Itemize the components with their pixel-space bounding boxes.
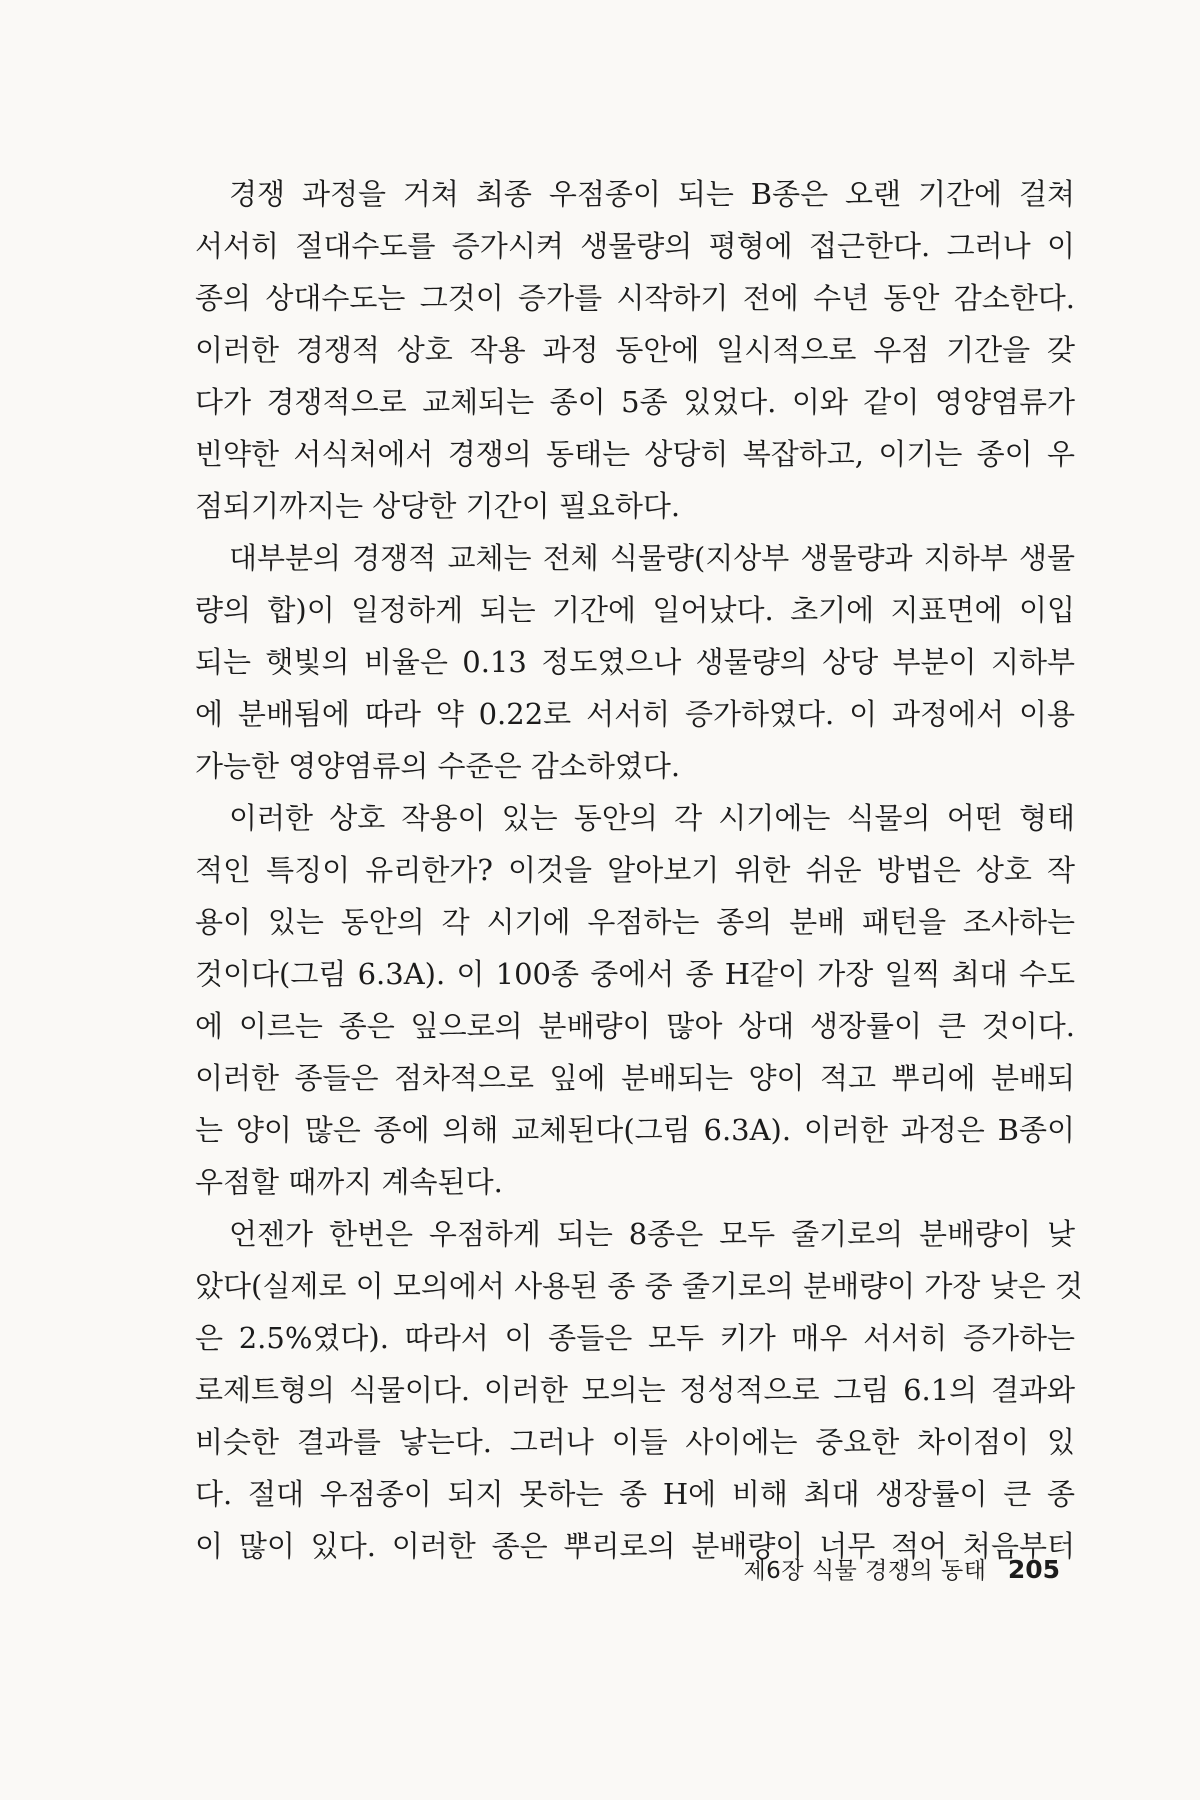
text-line: 량의 합)이 일정하게 되는 기간에 일어났다. 초기에 지표면에 이입: [195, 593, 1075, 627]
paragraph-3: [195, 792, 1075, 1208]
text-line: 종의 상대수도는 그것이 증가를 시작하기 전에 수년 동안 감소한다.: [195, 281, 1075, 315]
paragraph-2: [195, 532, 1075, 792]
text-line: 빈약한 서식처에서 경쟁의 동태는 상당히 복잡하고, 이기는 종이 우: [195, 437, 1075, 471]
text-line: 은 2.5%였다). 따라서 이 종들은 모두 키가 매우 서서히 증가하는: [195, 1321, 1075, 1355]
text-line: 에 이르는 종은 잎으로의 분배량이 많아 상대 생장률이 큰 것이다.: [195, 1009, 1075, 1043]
text-line: 것이다(그림 6.3A). 이 100종 중에서 종 H같이 가장 일찍 최대 수도: [195, 957, 1075, 991]
text-line: 점되기까지는 상당한 기간이 필요하다.: [195, 489, 681, 523]
text-line: 았다(실제로 이 모의에서 사용된 종 중 줄기로의 분배량이 가장 낮은 것: [195, 1269, 1083, 1303]
text-line: 이러한 상호 작용이 있는 동안의 각 시기에는 식물의 어떤 형태: [229, 801, 1075, 835]
page-number: 205: [1007, 1555, 1060, 1584]
text-line: 대부분의 경쟁적 교체는 전체 식물량(지상부 생물량과 지하부 생물: [229, 541, 1075, 575]
text-line: 가능한 영양염류의 수준은 감소하였다.: [195, 749, 681, 783]
text-line: 적인 특징이 유리한가? 이것을 알아보기 위한 쉬운 방법은 상호 작: [195, 853, 1075, 887]
text-line: 서서히 절대수도를 증가시켜 생물량의 평형에 접근한다. 그러나 이: [195, 229, 1075, 263]
text-line: 비슷한 결과를 낳는다. 그러나 이들 사이에는 중요한 차이점이 있: [195, 1425, 1075, 1459]
text-line: 우점할 때까지 계속된다.: [195, 1165, 503, 1199]
body-text: [195, 168, 1083, 1572]
paragraph-1: [195, 168, 1075, 532]
text-line: 되는 햇빛의 비율은 0.13 정도였으나 생물량의 상당 부분이 지하부: [195, 645, 1075, 679]
text-line: 에 분배됨에 따라 약 0.22로 서서히 증가하였다. 이 과정에서 이용: [195, 697, 1075, 731]
text-line: 이러한 종들은 점차적으로 잎에 분배되는 양이 적고 뿌리에 분배되: [195, 1061, 1075, 1095]
page-footer: [743, 1552, 1060, 1585]
text-line: 언젠가 한번은 우점하게 되는 8종은 모두 줄기로의 분배량이 낮: [229, 1217, 1075, 1251]
text-line: 다가 경쟁적으로 교체되는 종이 5종 있었다. 이와 같이 영양염류가: [195, 385, 1075, 419]
text-line: 이러한 경쟁적 상호 작용 과정 동안에 일시적으로 우점 기간을 갖: [195, 333, 1075, 367]
text-line: 는 양이 많은 종에 의해 교체된다(그림 6.3A). 이러한 과정은 B종이: [195, 1113, 1075, 1147]
text-line: 경쟁 과정을 거쳐 최종 우점종이 되는 B종은 오랜 기간에 걸쳐: [229, 177, 1075, 211]
text-line: 로제트형의 식물이다. 이러한 모의는 정성적으로 그림 6.1의 결과와: [195, 1373, 1075, 1407]
text-line: 용이 있는 동안의 각 시기에 우점하는 종의 분배 패턴을 조사하는: [195, 905, 1075, 939]
running-chapter-title: 제6장 식물 경쟁의 동태: [743, 1558, 987, 1584]
text-line: 이 많이 있다. 이러한 종은 뿌리로의 분배량이 너무 적어 처음부터: [195, 1529, 1075, 1563]
text-line: 다. 절대 우점종이 되지 못하는 종 H에 비해 최대 생장률이 큰 종: [195, 1477, 1075, 1511]
paragraph-4: [195, 1208, 1083, 1572]
